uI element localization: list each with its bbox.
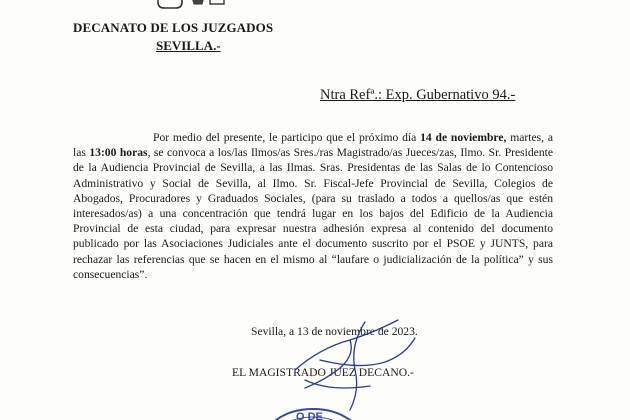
reference-number: Ntra Refª.: Exp. Gubernativo 94.- [320,87,516,103]
event-time: 13:00 horas [89,146,148,160]
body-weekday: martes, a las [73,131,554,160]
header-title: DECANATO DE LOS JUZGADOS [73,20,274,35]
stamp-text: O DE [296,411,323,420]
body-rest: , se convoca a los/las Ilmos/as Sres./ras Magistrado/as Jueces/zas, Ilmo. Sr. Presidente de la Audiencia Provincial de Sevilla, a las Ilmas. Sras. Presidentas de las Salas de lo Contencioso Administrativo y Social de Sevilla, al Ilmo. Sr. Fiscal-Jefe Provincial de Sevilla, Colegios de Abogados, Procuradores y Graduados Sociales, (para su traslado a todos a quellos/as que estén interesados/as) a una concentración que tendrá lugar en los bajos del Edificio de la Audiencia Provincial de esta ciudad, para expresar nuestra adhesión expresa al contenido del documento publicado por las Asociaciones Judiciales ante el documento suscrito por el PSOE y JUNTS, para rechazar las referencias que se hacen en el mismo al “laufare o judicialización de la política” y sus consecuencias”. [73,146,553,281]
event-date: 14 de noviembre, [420,131,507,144]
body-paragraph [73,130,553,282]
date-line: Sevilla, a 13 de noviembre de 2023. [251,325,418,338]
body-intro: Por medio del presente, le participo que el próximo día [153,131,421,144]
official-stamp [258,398,368,420]
crest-emblem-icon [150,0,230,12]
signature-title: EL MAGISTRADO JUEZ DECANO.- [232,366,414,379]
header-city: SEVILLA.- [156,38,221,53]
